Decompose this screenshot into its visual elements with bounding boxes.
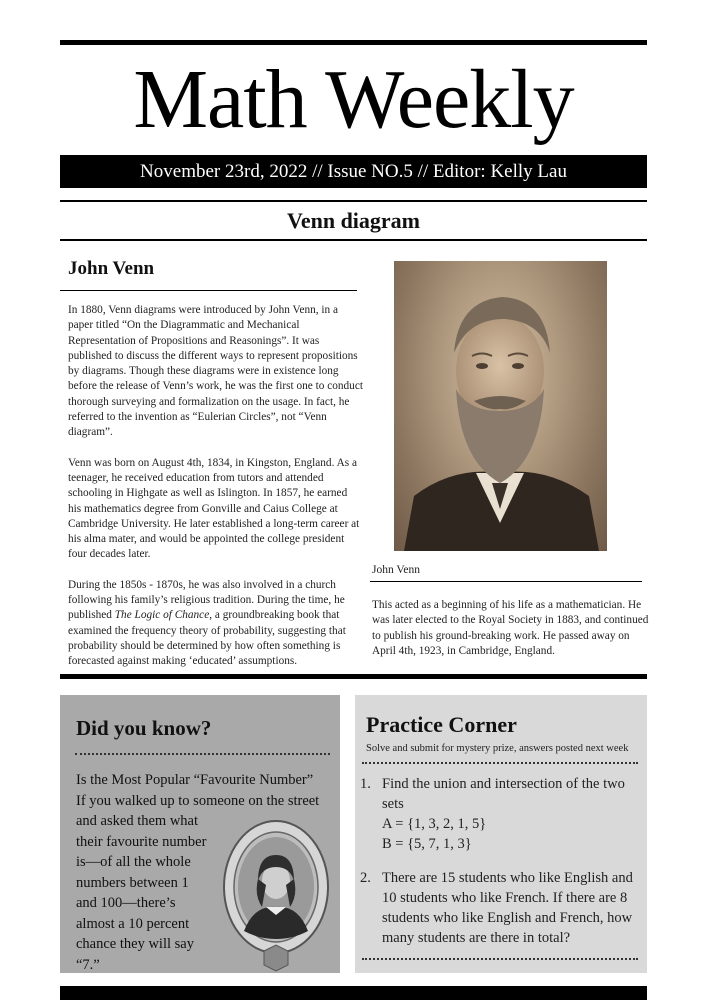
medallion-illustration [218, 815, 332, 973]
practice-question-1: 1. Find the union and intersection of the two sets A = {1, 3, 2, 1, 5} B = {5, 7, 1, 3} [360, 774, 640, 854]
practice-corner-subtitle: Solve and submit for mystery prize, answers posted next week [366, 743, 629, 754]
fact-line: almost a 10 percent [76, 915, 190, 932]
article-bottom-rule [60, 674, 647, 679]
issue-bar: November 23rd, 2022 // Issue NO.5 // Editor: Kelly Lau [60, 155, 647, 188]
fact-line: and 100—there’s [76, 895, 176, 911]
fact-line: is—of all the whole [76, 854, 191, 870]
fact-line: their favourite number [76, 833, 207, 850]
top-rule [60, 40, 647, 45]
article-heading: John Venn [68, 258, 155, 279]
caption-rule [370, 581, 642, 582]
article-paragraph-1: In 1880, Venn diagrams were introduced by John Venn, in a paper titled “On the Diagrammatic and Mechanical Representation of Propositions and Reasonings”. It was published to discuss the different ways to represent propositions by diagrams. Though these diagrams were in existence long before the release of Venn’s work, he was the first one to conduct thorough surveying and formalization on the usage. In fact, he referred to the invention as “Eulerian Circles”, not “Venn diagram”. [68, 304, 363, 439]
article-body [68, 303, 363, 685]
fact-line: and asked them what [76, 813, 199, 829]
article-paragraph-2: Venn was born on August 4th, 1834, in Kingston, England. As a teenager, he received education from tutors and attended schooling in Highgate as well as Islington. In 1857, he earned his mathematics degree from Gonville and Caius College at Cambridge University. He later established a long-term career at his alma mater, and would be appointed the college president four decades later. [68, 456, 360, 561]
photo-caption: John Venn [372, 564, 421, 576]
topic-rule-top [60, 200, 647, 202]
masthead-title: Math Weekly [133, 53, 574, 146]
portrait-illustration [394, 261, 607, 551]
set-a: A = {1, 3, 2, 1, 5} [382, 816, 487, 832]
practice-corner-divider-bottom [362, 958, 638, 960]
did-you-know-title: Did you know? [76, 716, 212, 740]
practice-corner-title: Practice Corner [366, 712, 517, 737]
practice-corner-divider-top [362, 762, 638, 764]
topic-heading: Venn diagram [286, 208, 421, 233]
descartes-medallion [218, 815, 332, 973]
book-title: The Logic of Chance [114, 609, 210, 622]
fact-line: numbers between 1 [76, 874, 189, 891]
article-paragraph-3: During the 1850s - 1870s, he was also involved in a church following his family’s religious tradition. During the time, he published The Logic of Chance, a groundbreaking book that examined the frequency theory of probability, suggesting that probability should be determined by how often something is forecasted against making ‘educated’ assumptions. [68, 578, 346, 668]
article-right-paragraph: This acted as a beginning of his life as a mathematician. He was later elected to the Royal Society in 1883, and continued to publish his ground-breaking work. He passed away on April 4th, 1923, in Cambridge, England. [372, 599, 649, 657]
topic-rule-bottom [60, 239, 647, 241]
fact-line: chance they will say [76, 936, 194, 952]
footer-bar [60, 986, 647, 1000]
practice-question-2: 2. There are 15 students who like English and 10 students who like French. If there are 8 students who like English and French, how many students are there in total? [360, 870, 633, 946]
fact-line: If you walked up to someone on the street [76, 792, 320, 809]
john-venn-photo [394, 261, 607, 551]
article-heading-rule [60, 290, 357, 291]
did-you-know-divider [75, 753, 330, 755]
set-b: B = {5, 7, 1, 3} [382, 836, 472, 852]
fact-line: “7.” [76, 956, 100, 973]
practice-question-list [360, 774, 640, 948]
fact-line: Is the Most Popular “Favourite Number” [76, 772, 314, 788]
